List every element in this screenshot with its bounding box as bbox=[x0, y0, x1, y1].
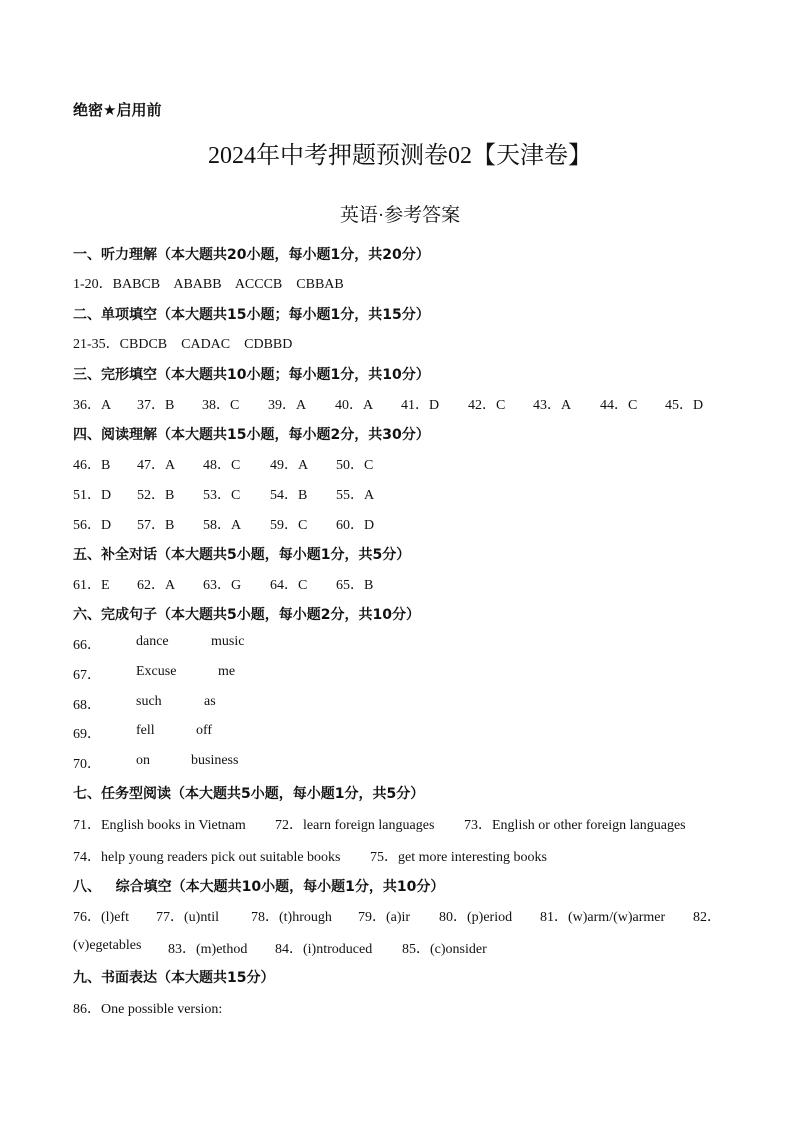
section-heading-task-reading: 七、任务型阅读（本大题共5小题，每小题1分，共5分） bbox=[73, 786, 425, 802]
answer-item: 50．C bbox=[336, 458, 374, 473]
answer-word: dance bbox=[136, 634, 169, 649]
section-heading-cloze: 三、完形填空（本大题共10小题；每小题1分，共10分） bbox=[73, 367, 430, 383]
answer-item: 55．A bbox=[336, 488, 375, 503]
answer-item: 37．B bbox=[137, 398, 175, 413]
answer-word: fell bbox=[136, 723, 155, 738]
section-heading-listening: 一、听力理解（本大题共20小题，每小题1分，共20分） bbox=[73, 247, 430, 263]
answer-item: 81．(w)arm/(w)armer bbox=[540, 910, 666, 925]
answer-item: 76．(l)eft bbox=[73, 910, 129, 925]
item-number: 70． bbox=[73, 757, 101, 772]
answer-item: 80．(p)eriod bbox=[439, 910, 513, 925]
answer-item: 44．C bbox=[600, 398, 638, 413]
answer-item: 43．A bbox=[533, 398, 572, 413]
answer-item: 42．C bbox=[468, 398, 506, 413]
answer-item: 39．A bbox=[268, 398, 307, 413]
section-heading-dialogue: 五、补全对话（本大题共5小题，每小题1分，共5分） bbox=[73, 547, 411, 563]
item-number: 66． bbox=[73, 638, 101, 653]
section-heading-single-choice: 二、单项填空（本大题共15小题；每小题1分，共15分） bbox=[73, 307, 430, 323]
answer-word: me bbox=[218, 664, 236, 679]
section-heading-writing: 九、书面表达（本大题共15分） bbox=[73, 970, 275, 986]
answer-item: 49．A bbox=[270, 458, 309, 473]
answer-item: 78．(t)hrough bbox=[251, 910, 332, 925]
single-choice-answers: 21-35．CBDCB CADAC CDBBD bbox=[73, 337, 293, 352]
answer-item: 40．A bbox=[335, 398, 374, 413]
answer-item: 36．A bbox=[73, 398, 112, 413]
answer-item: 51．D bbox=[73, 488, 112, 503]
answer-word: business bbox=[191, 753, 239, 768]
answer-item: 79．(a)ir bbox=[358, 910, 411, 925]
answer-word: Excuse bbox=[136, 664, 177, 679]
answer-word: on bbox=[136, 753, 150, 768]
answer-item: 85．(c)onsider bbox=[402, 942, 487, 957]
answer-item: 60．D bbox=[336, 518, 375, 533]
answer-item: 53．C bbox=[203, 488, 241, 503]
answer-item: 77．(u)ntil bbox=[156, 910, 219, 925]
answer-item: 75．get more interesting books bbox=[370, 850, 547, 865]
item-number: 69． bbox=[73, 727, 101, 742]
answer-word: music bbox=[211, 634, 245, 649]
answer-item: 71．English books in Vietnam bbox=[73, 818, 246, 833]
page-subtitle: 英语·参考答案 bbox=[339, 205, 461, 226]
section-heading-comprehensive-fill: 八、 综合填空（本大题共10小题，每小题1分，共10分） bbox=[73, 879, 445, 895]
answer-item: 72．learn foreign languages bbox=[275, 818, 435, 833]
answer-item: 73．English or other foreign languages bbox=[464, 818, 686, 833]
page-title: 2024年中考押题预测卷02【天津卷】 bbox=[208, 143, 592, 169]
confidential-label: 绝密★启用前 bbox=[73, 101, 162, 119]
section-heading-reading: 四、阅读理解（本大题共15小题，每小题2分，共30分） bbox=[73, 427, 430, 443]
answer-item: 84．(i)ntroduced bbox=[275, 942, 373, 957]
answer-item: 38．C bbox=[202, 398, 240, 413]
answer-item: 63．G bbox=[203, 578, 242, 593]
answer-item: 62．A bbox=[137, 578, 176, 593]
writing-answer-line: 86．One possible version: bbox=[73, 1002, 223, 1017]
answer-item: 56．D bbox=[73, 518, 112, 533]
answer-word: such bbox=[136, 694, 162, 709]
answer-item: 83．(m)ethod bbox=[168, 942, 248, 957]
answer-word: as bbox=[204, 694, 216, 709]
answer-item: 46．B bbox=[73, 458, 111, 473]
answer-item: 41．D bbox=[401, 398, 440, 413]
item-number: 68． bbox=[73, 698, 101, 713]
answer-item: 52．B bbox=[137, 488, 175, 503]
answer-item: 61．E bbox=[73, 578, 110, 593]
answer-item: (v)egetables bbox=[73, 938, 142, 953]
answer-item: 74．help young readers pick out suitable books bbox=[73, 850, 341, 865]
answer-item: 64．C bbox=[270, 578, 308, 593]
answer-item: 47．A bbox=[137, 458, 176, 473]
answer-word: off bbox=[196, 723, 213, 738]
answer-item: 58．A bbox=[203, 518, 242, 533]
answer-item: 48．C bbox=[203, 458, 241, 473]
answer-item: 65．B bbox=[336, 578, 374, 593]
answer-item: 82． bbox=[693, 910, 721, 925]
answer-item: 57．B bbox=[137, 518, 175, 533]
answer-item: 45．D bbox=[665, 398, 704, 413]
section-heading-sentences: 六、完成句子（本大题共5小题，每小题2分，共10分） bbox=[73, 607, 420, 623]
item-number: 67． bbox=[73, 668, 101, 683]
answer-item: 59．C bbox=[270, 518, 308, 533]
answer-item: 54．B bbox=[270, 488, 308, 503]
listening-answers: 1-20．BABCB ABABB ACCCB CBBAB bbox=[73, 277, 344, 292]
